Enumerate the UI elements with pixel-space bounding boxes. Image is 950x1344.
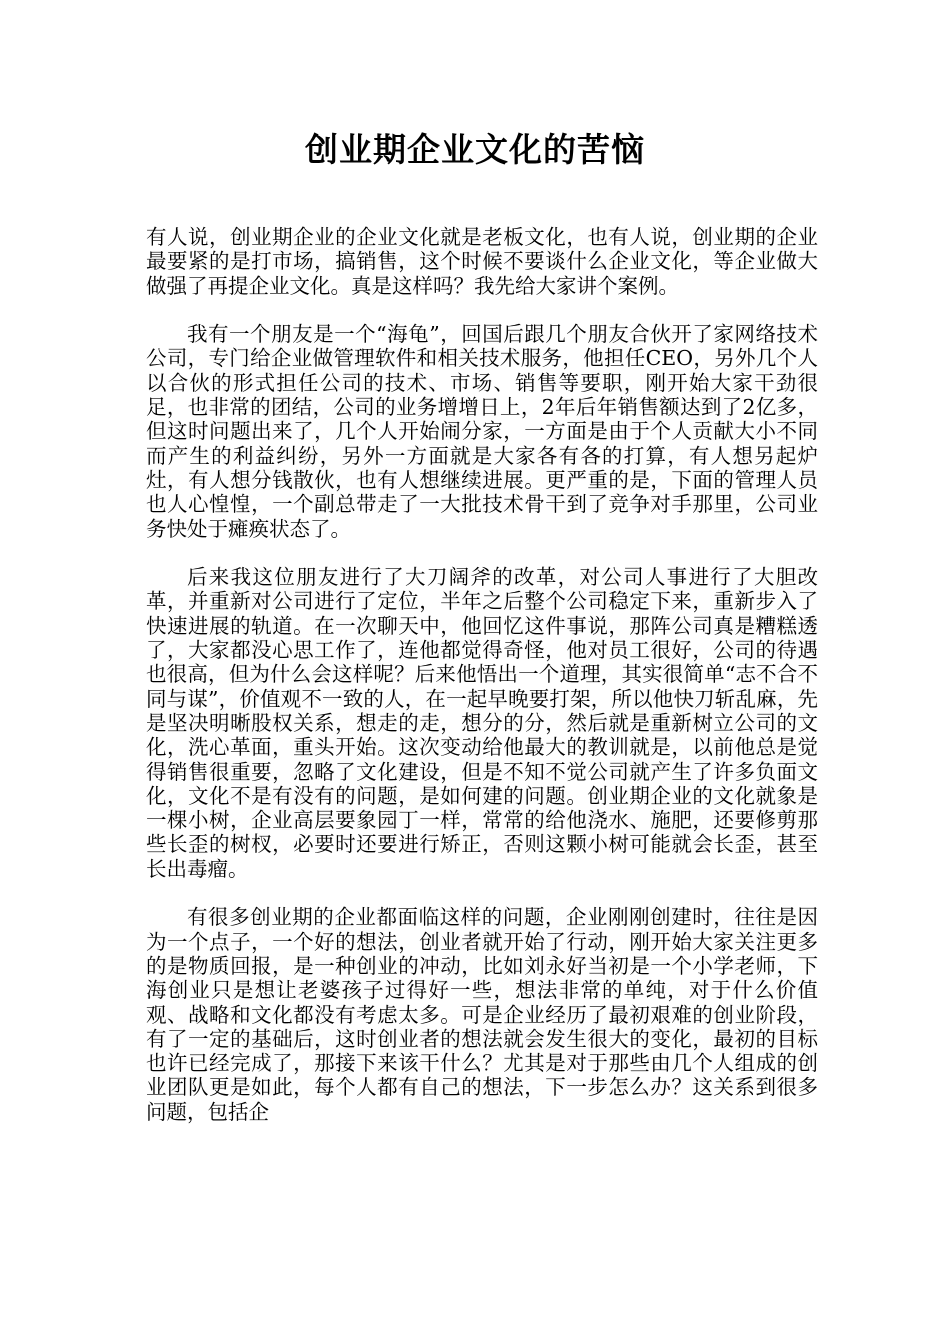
document-title: 创业期企业文化的苦恼: [305, 130, 645, 169]
document-body: [146, 225, 818, 1148]
paragraph-4: 有很多创业期的企业都面临这样的问题，企业刚刚创建时，往往是因为一个点子，一个好的想法，创业者就开始了行动，刚开始大家关注更多的是物质回报，是一种创业的冲动，比如刘永好当初是一个小学老师，下海创业只是想让老婆孩子过得好一些，想法非常的单纯，对于什么价值观、战略和文化都没有考虑太多。可是企业经历了最初艰难的创业阶段，有了一定的基础后，这时创业者的想法就会发生很大的变化，最初的目标也许已经完成了，那接下来该干什么？尤其是对于那些由几个人组成的创业团队更是如此，每个人都有自己的想法，下一步怎么办？这关系到很多问题，包括企: [146, 905, 818, 1124]
paragraph-2: 我有一个朋友是一个“海龟”，回国后跟几个朋友合伙开了家网络技术公司，专门给企业做管理软件和相关技术服务，他担任CEO，另外几个人以合伙的形式担任公司的技术、市场、销售等要职，刚开始大家干劲很足，也非常的团结，公司的业务增增日上，2年后年销售额达到了2亿多，但这时问题出来了，几个人开始闹分家，一方面是由于个人贡献大小不同而产生的利益纠纷，另外一方面就是大家各有各的打算，有人想另起炉灶，有人想分钱散伙，也有人想继续进展。更严重的是，下面的管理人员也人心惶惶，一个副总带走了一大批技术骨干到了竞争对手那里，公司业务快处于瘫痪状态了。: [146, 322, 818, 541]
paragraph-1: 有人说，创业期企业的企业文化就是老板文化，也有人说，创业期的企业最要紧的是打市场，搞销售，这个时候不要谈什么企业文化，等企业做大做强了再提企业文化。真是这样吗？我先给大家讲个案例。: [146, 225, 818, 298]
paragraph-3: 后来我这位朋友进行了大刀阔斧的改革，对公司人事进行了大胆改革，并重新对公司进行了定位，半年之后整个公司稳定下来，重新步入了快速进展的轨道。在一次聊天中，他回忆这件事说，那阵公司真是糟糕透了，大家都没心思工作了，连他都觉得奇怪，他对员工很好，公司的待遇也很高，但为什么会这样呢？后来他悟出一个道理，其实很简单“志不合不同与谋”，价值观不一致的人，在一起早晚要打架，所以他快刀斩乱麻，先是坚决明晰股权关系，想走的走，想分的分，然后就是重新树立公司的文化，洗心革面，重头开始。这次变动给他最大的教训就是，以前他总是觉得销售很重要，忽略了文化建设，但是不知不觉公司就产生了许多负面文化，文化不是有没有的问题，是如何建的问题。创业期企业的文化就象是一棵小树，企业高层要象园丁一样，常常的给他浇水、施肥，还要修剪那些长歪的树杈，必要时还要进行矫正，否则这颗小树可能就会长歪，甚至长出毒瘤。: [146, 565, 818, 881]
